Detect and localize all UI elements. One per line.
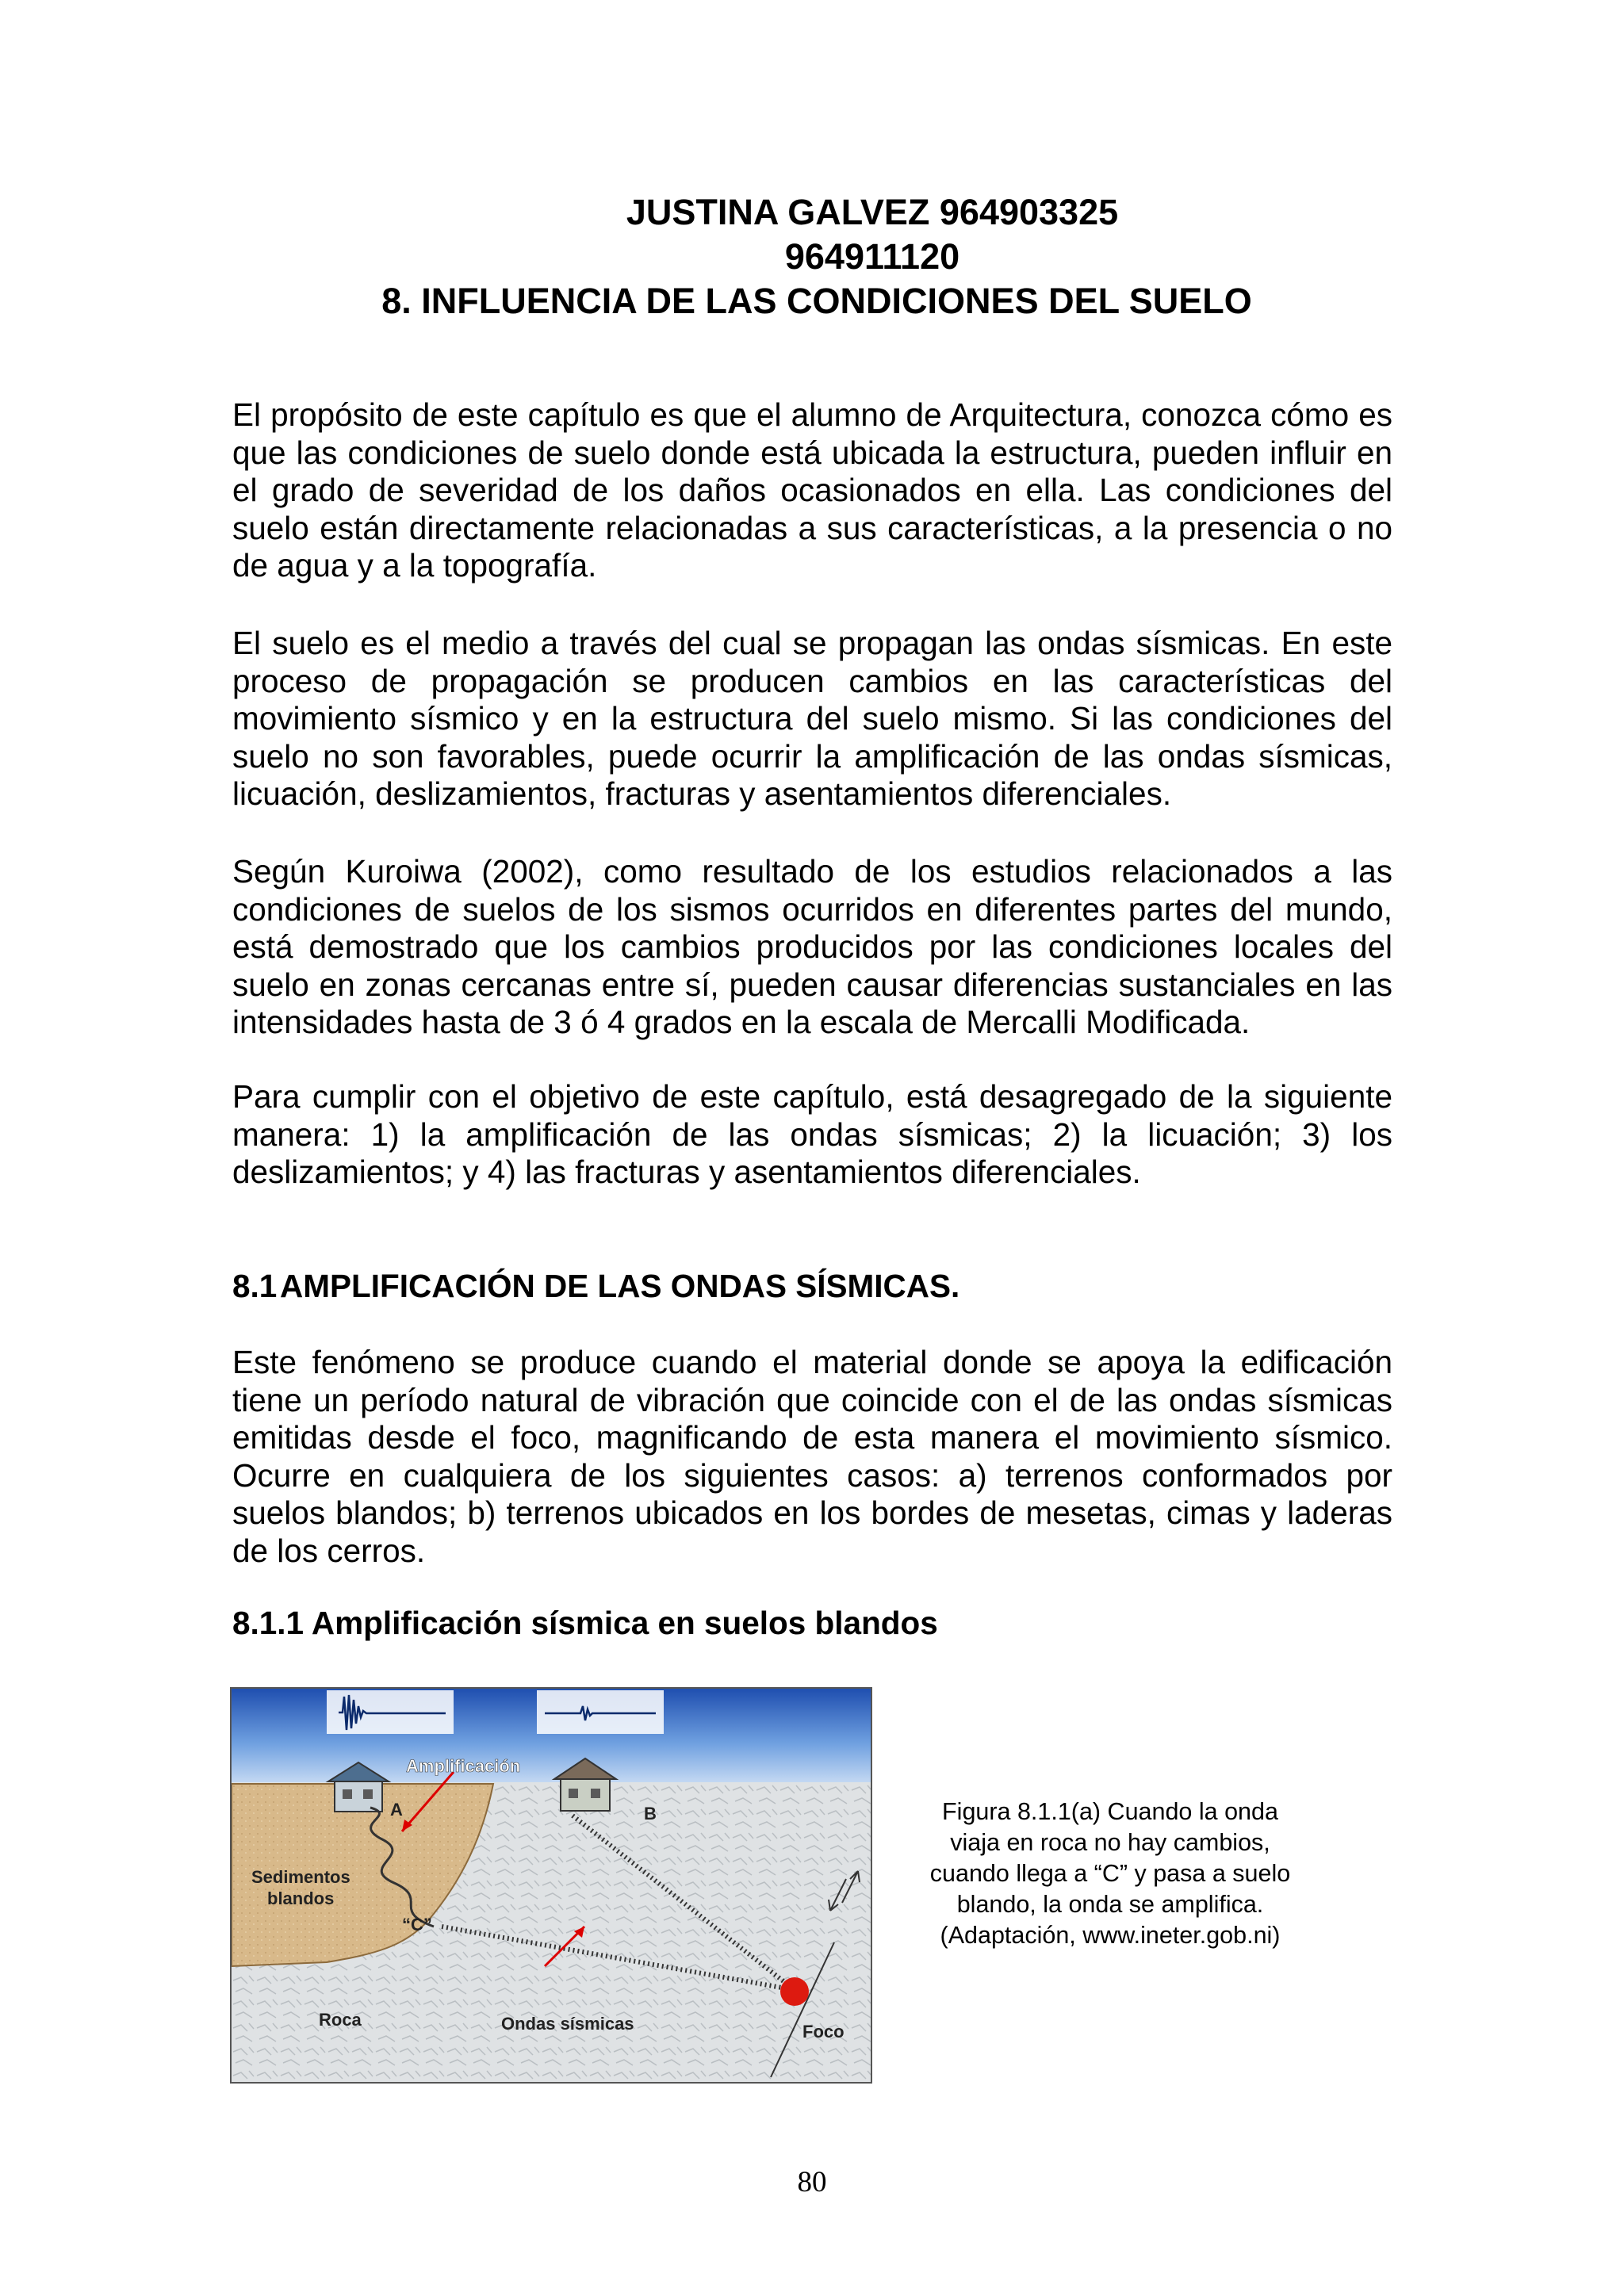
amplification-figure (230, 1687, 872, 2084)
chapter-title: 8. INFLUENCIA DE LAS CONDICIONES DEL SUELO (381, 281, 1252, 321)
label-ondas: Ondas sísmicas (501, 2014, 634, 2034)
seismogram-amplified-icon (327, 1690, 454, 1734)
section-number: 8.1 (232, 1268, 278, 1304)
caption-line: Figura 8.1.1(a) Cuando la onda (942, 1798, 1278, 1825)
label-blandos: blandos (267, 1888, 335, 1908)
label-sedimentos: Sedimentos (251, 1867, 350, 1887)
section-heading-8-1 (232, 1267, 959, 1305)
intro-paragraph: El propósito de este capítulo es que el alumno de Arquitectura, conozca cómo es que las condiciones de suelo donde está ubicada la estructura, pueden influir en el grado de severidad de los daños ocasionados en ella. Las condiciones del suelo están directamente relacionadas a sus características, a la presencia o no de agua y a la topografía. (232, 396, 1392, 584)
kuroiwa-paragraph: Según Kuroiwa (2002), como resultado de los estudios relacionados a las condiciones de suelos de los sismos ocurridos en diferentes partes del mundo, está demostrado que los cambios producidos por las condiciones locales del suelo en zonas cercanas entre sí, pueden causar diferencias sustanciales en las intensidades hasta de 3 ó 4 grados en la escala de Mercalli Modificada. (232, 853, 1392, 1040)
soil-paragraph: El suelo es el medio a través del cual se propagan las ondas sísmicas. En este proceso de propagación se producen cambios en las características del movimiento sísmico y en la estructura del suelo mismo. Si las condiciones del suelo no son favorables, puede ocurrir la amplificación de las ondas sísmicas, licuación, deslizamientos, fracturas y asentamientos diferenciales. (232, 625, 1392, 812)
author-line: JUSTINA GALVEZ 964903325 (626, 192, 1119, 232)
caption-line: blando, la onda se amplifica. (956, 1891, 1264, 1918)
focus-point-icon (780, 1977, 809, 2006)
objective-paragraph: Para cumplir con el objetivo de este capítulo, está desagregado de la siguiente manera: 1) la amplificación de las ondas sísmicas; 2) la licuación; 3) los deslizamientos; y 4) las fracturas y asentamientos diferenciales. (232, 1078, 1392, 1190)
caption-line: cuando llega a “C” y pasa a suelo (929, 1860, 1291, 1887)
subsection-heading-8-1-1: 8.1.1 Amplificación sísmica en suelos blandos (232, 1605, 938, 1641)
label-b: B (644, 1804, 657, 1823)
caption-line: (Adaptación, www.ineter.gob.ni) (940, 1922, 1281, 1949)
label-c: “C” (402, 1915, 432, 1934)
caption-line: viaja en roca no hay cambios, (950, 1829, 1270, 1856)
section-title: AMPLIFICACIÓN DE LAS ONDAS SÍSMICAS. (280, 1268, 960, 1304)
label-a: A (390, 1800, 403, 1820)
page-number: 80 (797, 2166, 827, 2198)
figure-illustration (232, 1689, 871, 2082)
phone-line: 964911120 (784, 236, 960, 277)
amplification-paragraph: Este fenómeno se produce cuando el material donde se apoya la edificación tiene un período natural de vibración que coincide con el de las ondas sísmicas emitidas desde el foco, magnificando de esta manera el movimiento sísmico. Ocurre en cualquiera de los siguientes casos: a) terrenos conformados por suelos blandos; b) terrenos ubicados en los bordes de mesetas, cimas y laderas de los cerros. (232, 1344, 1392, 1569)
document-header (238, 190, 1396, 323)
label-foco: Foco (802, 2022, 845, 2042)
seismogram-normal-icon (537, 1690, 664, 1734)
figure-caption (888, 1797, 1332, 1955)
label-roca: Roca (319, 2010, 362, 2030)
label-amplificacion: Amplificación (406, 1756, 521, 1776)
